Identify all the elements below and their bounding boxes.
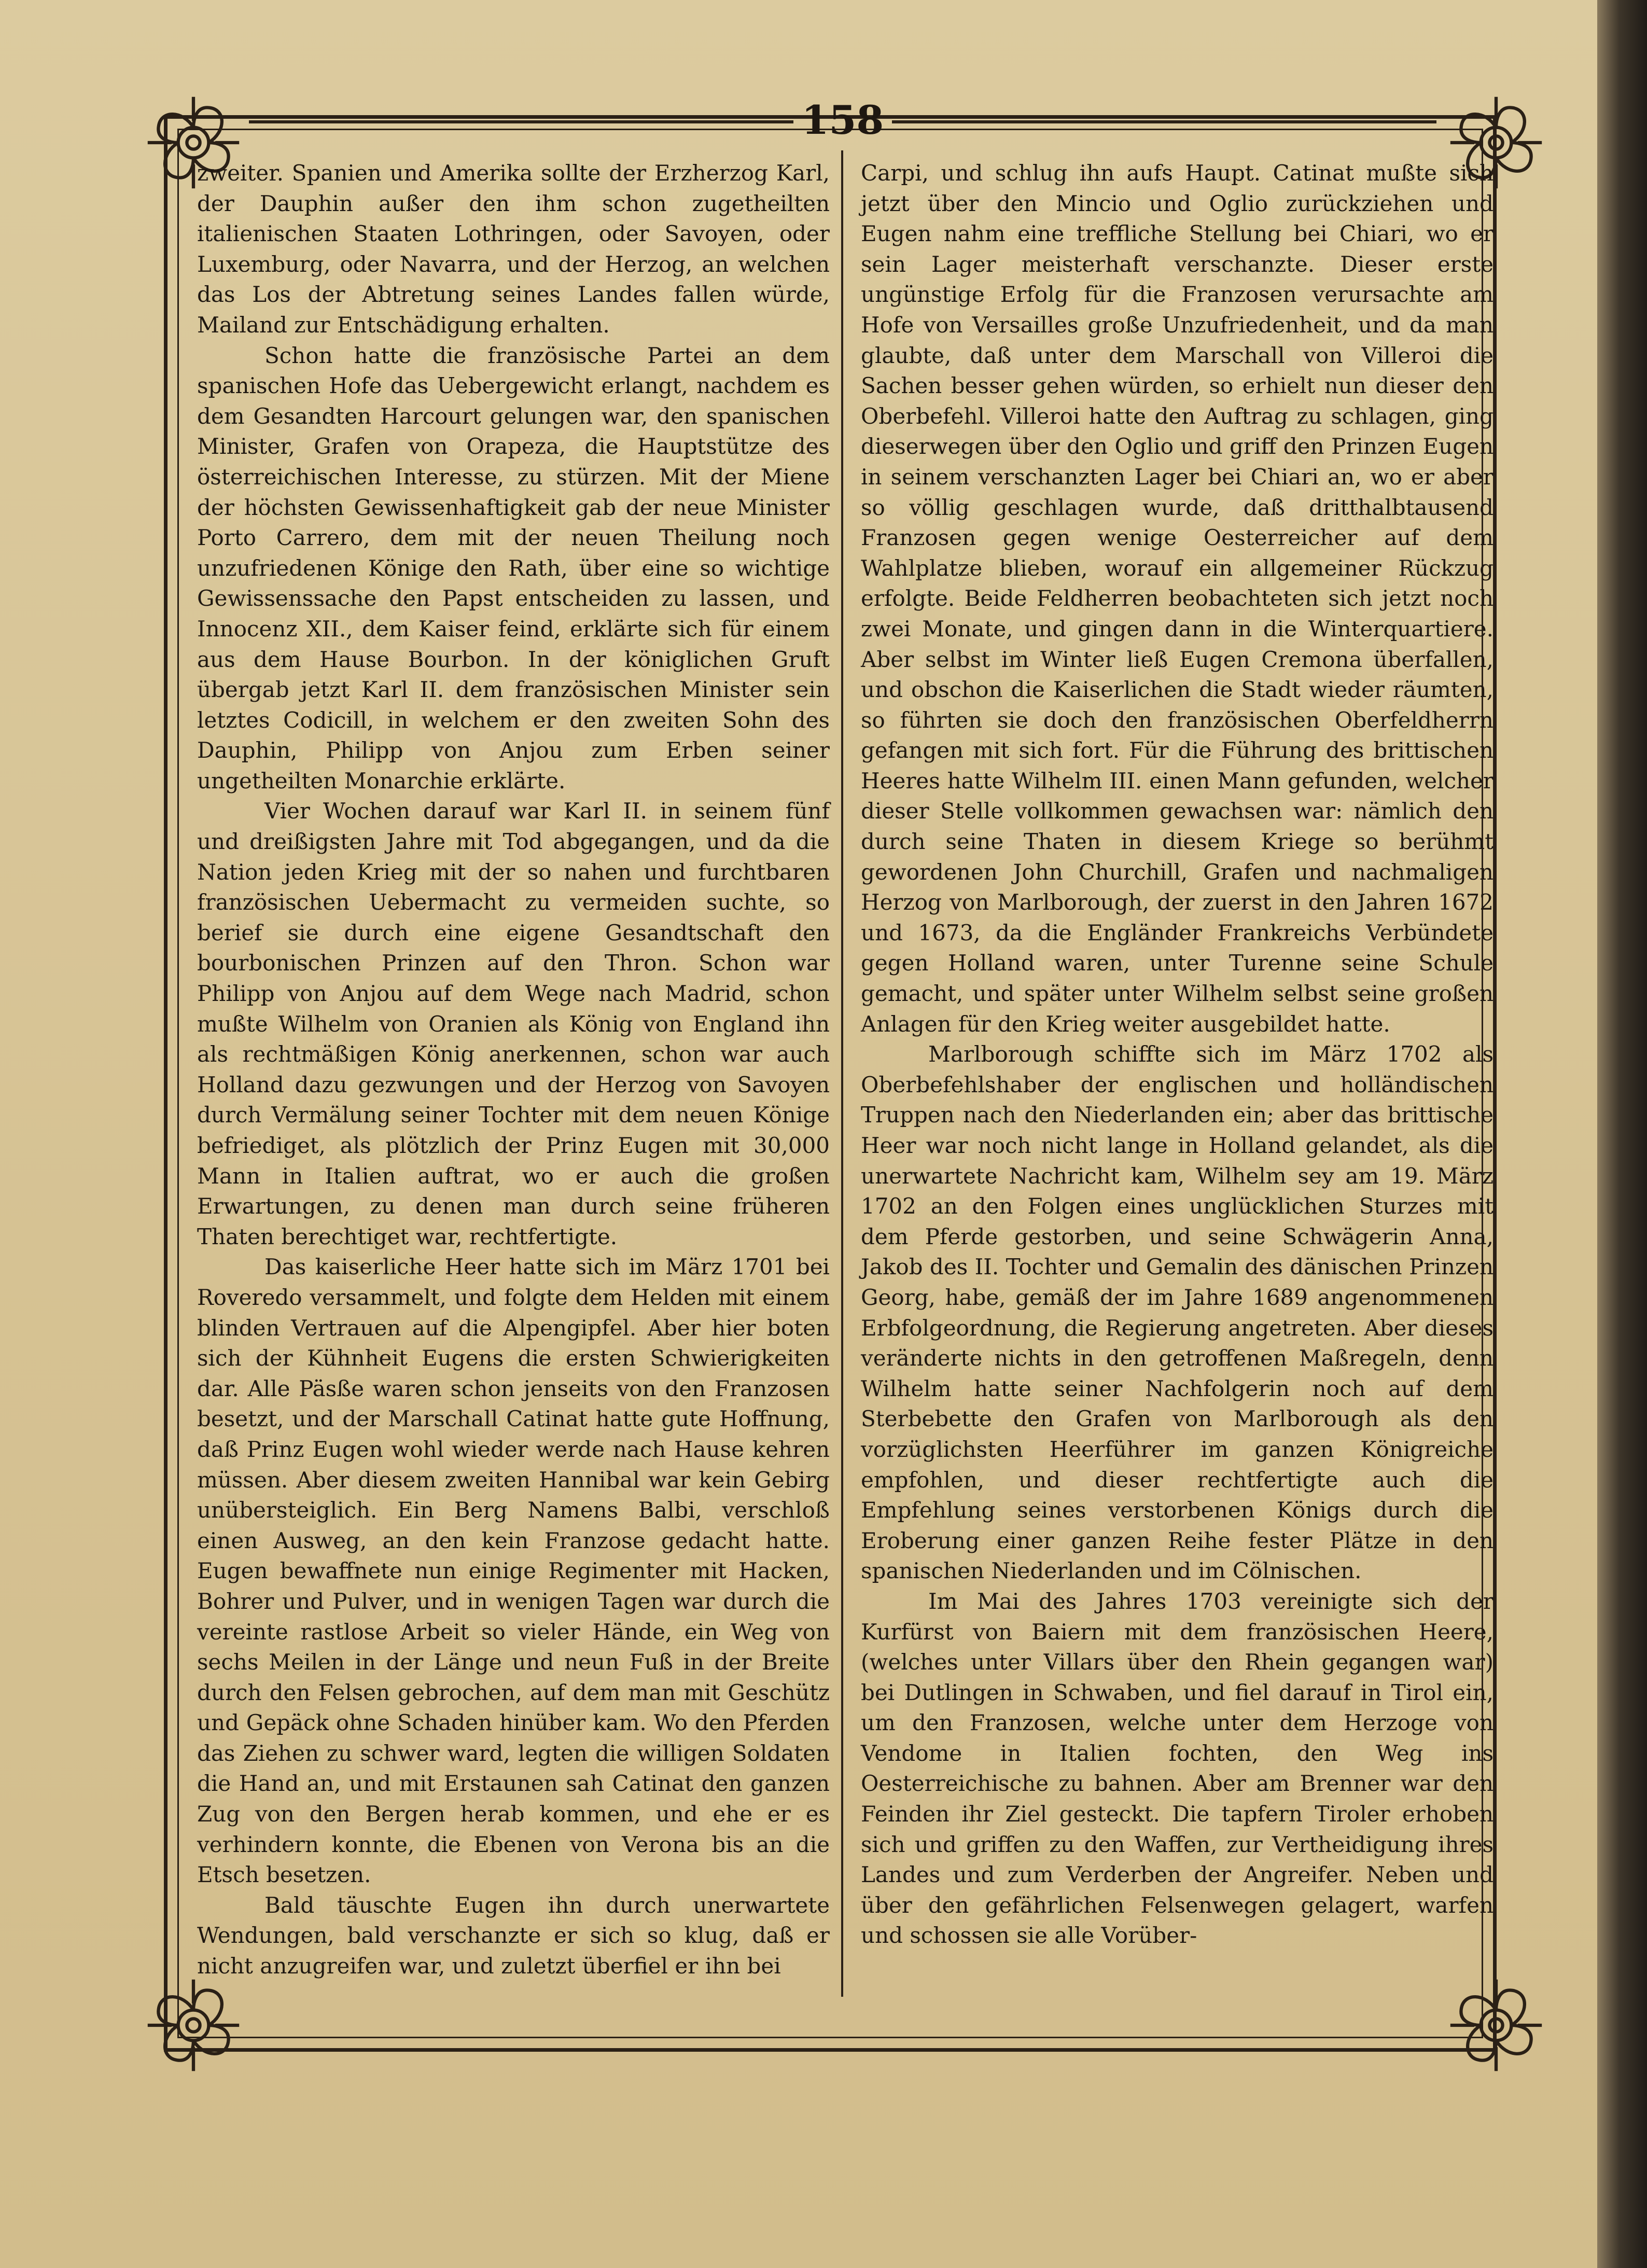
paragraph: Das kaiserliche Heer hatte sich im März 1701 bei Roveredo versammelt, und folgte dem Helden mit einem blinden Vertrauen auf die Alpengipfel. Aber hier boten sich der Kühnheit Eugens die ersten Schwierigkeiten dar. Alle Päsße waren schon jenseits von den Franzosen besetzt, und der Marschall Catinat hatte gute Hoffnung, daß Prinz Eugen wohl wieder werde nach Hause kehren müssen. Aber diesem zweiten Hannibal war kein Gebirg unübersteiglich. Ein Berg Namens Balbi, verschloß einen Ausweg, an den kein Franzose gedacht hatte. Eugen bewaffnete nun einige Regimenter mit Hacken, Bohrer und Pulver, und in wenigen Tagen war durch die vereinte rastlose Arbeit so vieler Hände, ein Weg von sechs Meilen in der Länge und neun Fuß in der Breite durch den Felsen gebrochen, auf dem man mit Geschütz und Gepäck ohne Schaden hinüber kam. Wo den Pferden das Ziehen zu schwer ward, legten die willigen Soldaten die Hand an, und mit Erstaunen sah Catinat den ganzen Zug von den Bergen herab kommen, und ehe er es verhindern konnte, die Ebenen von Verona bis an die Etsch besetzen. bbox=[197, 1254, 830, 1888]
page-number: 158 bbox=[801, 97, 884, 143]
book-spine-shadow bbox=[1597, 0, 1647, 2268]
paragraph: Carpi, und schlug ihn aufs Haupt. Catinat mußte sich jetzt über den Mincio und Oglio zurückziehen und Eugen nahm eine treffliche Stellung bei Chiari, wo er sein Lager meisterhaft verschanzte. Dieser erste ungünstige Erfolg für die Franzosen verursachte am Hofe von Versailles große Unzufriedenheit, und da man glaubte, daß unter dem Marschall von Villeroi die Sachen besser gehen würden, so erhielt nun dieser den Oberbefehl. Villeroi hatte den Auftrag zu schlagen, ging dieserwegen über den Oglio und griff den Prinzen Eugen in seinem verschanzten Lager bei Chiari an, wo er aber so völlig geschlagen wurde, daß dritthalbtausend Franzosen gegen wenige Oesterreicher auf dem Wahlplatze blieben, worauf ein allgemeiner Rückzug erfolgte. Beide Feldherren beobachteten sich jetzt noch zwei Monate, und gingen dann in die Winterquartiere. Aber selbst im Winter ließ Eugen Cremona überfallen, und obschon die Kaiserlichen die Stadt wieder räumten, so führten sie doch den französischen Oberfeldherrn gefangen mit sich fort. Für die Führung des brittischen Heeres hatte Wilhelm III. einen Mann gefunden, welcher dieser Stelle vollkommen gewachsen war: nämlich den durch seine Thaten in diesem Kriege so berühmt gewordenen John Churchill, Grafen und nachmaligen Herzog von Marlborough, der zuerst in den Jahren 1672 und 1673, da die Engländer Frankreichs Verbündete gegen Holland waren, unter Turenne seine Schule gemacht, und später unter Wilhelm selbst seine großen Anlagen für den Krieg weiter ausgebildet hatte. bbox=[861, 160, 1494, 1037]
corner-scroll-ornament-icon bbox=[139, 1971, 248, 2080]
paragraph: Im Mai des Jahres 1703 vereinigte sich der Kurfürst von Baiern mit dem französischen Heere, (welches unter Villars über den Rhein gegangen war) bei Dutlingen in Schwaben, und fiel darauf in Tirol ein, um den Franzosen, welche unter dem Herzoge von Vendome in Italien fochten, den Weg ins Oesterreichische zu bahnen. Aber am Brenner war den Feinden ihr Ziel gesteckt. Die tapfern Tiroler erhoben sich und griffen zu den Waffen, zur Vertheidigung ihres Landes und zum Verderben der Angreifer. Neben und über den gefährlichen Felsenwegen gelagert, warfen und schossen sie alle Vorüber- bbox=[861, 1588, 1494, 1949]
left-text-column bbox=[197, 158, 830, 1982]
paragraph: Schon hatte die französische Partei an dem spanischen Hofe das Uebergewicht erlangt, nachdem es dem Gesandten Harcourt gelungen war, den spanischen Minister, Grafen von Orapeza, die Hauptstütze des österreichischen Interesse, zu stürzen. Mit der Miene der höchsten Gewissenhaftigkeit gab der neue Minister Porto Carrero, dem mit der neuen Theilung noch unzufriedenen Könige den Rath, über eine so wichtige Gewissenssache den Papst entscheiden zu lassen, und Innocenz XII., dem Kaiser feind, erklärte sich für einem aus dem Hause Bourbon. In der königlichen Gruft übergab jetzt Karl II. dem französischen Minister sein letztes Codicill, in welchem er den zweiten Sohn des Dauphin, Philipp von Anjou zum Erben seiner ungetheilten Monarchie erklärte. bbox=[197, 342, 830, 794]
column-divider bbox=[841, 150, 843, 1997]
paragraph: zweiter. Spanien und Amerika sollte der Erzherzog Karl, der Dauphin außer den ihm schon zugetheilten italienischen Staaten Lothringen, oder Savoyen, oder Luxemburg, oder Navarra, und der Herzog, an welchen das Los der Abtretung seines Landes fallen würde, Mailand zur Entschädigung erhalten. bbox=[197, 160, 830, 338]
paragraph: Bald täuschte Eugen ihn durch unerwartete Wendungen, bald verschanzte er sich so klug, daß er nicht anzugreifen war, und zuletzt überfiel er ihn bei bbox=[197, 1892, 830, 1979]
paragraph: Vier Wochen darauf war Karl II. in seinem fünf und dreißigsten Jahre mit Tod abgegangen, und da die Nation jeden Krieg mit der so nahen und furchtbaren französischen Uebermacht zu vermeiden suchte, so berief sie durch eine eigene Gesandtschaft den bourbonischen Prinzen auf den Thron. Schon war Philipp von Anjou auf dem Wege nach Madrid, schon mußte Wilhelm von Oranien als König von England ihn als rechtmäßigen König anerkennen, schon war auch Holland dazu gezwungen und der Herzog von Savoyen durch Vermälung seiner Tochter mit dem neuen Könige befriediget, als plötzlich der Prinz Eugen mit 30,000 Mann in Italien auftrat, wo er auch die großen Erwartungen, zu denen man durch seine früheren Thaten berechtiget war, rechtfertigte. bbox=[197, 798, 830, 1249]
paragraph: Marlborough schiffte sich im März 1702 als Oberbefehlshaber der englischen und holländischen Truppen nach den Niederlanden ein; aber das brittische Heer war noch nicht lange in Holland gelandet, als die unerwartete Nachricht kam, Wilhelm sey am 19. März 1702 an den Folgen eines unglücklichen Sturzes mit dem Pferde gestorben, und seine Schwägerin Anna, Jakob des II. Tochter und Gemalin des dänischen Prinzen Georg, habe, gemäß der im Jahre 1689 angenommenen Erbfolgeordnung, die Regierung angetreten. Aber dieses veränderte nichts in den getroffenen Maßregeln, denn Wilhelm hatte seiner Nachfolgerin noch auf dem Sterbebette den Grafen von Marlborough als den vorzüglichsten Heerführer im ganzen Königreiche empfohlen, und dieser rechtfertigte auch die Empfehlung seines verstorbenen Königs durch die Eroberung einer ganzen Reihe fester Plätze in den spanischen Niederlanden und im Cölnischen. bbox=[861, 1041, 1494, 1584]
corner-scroll-ornament-icon bbox=[1442, 1971, 1551, 2080]
header-rule-right bbox=[892, 120, 1436, 123]
right-text-column bbox=[861, 158, 1494, 1951]
header-rule-left bbox=[249, 120, 793, 123]
